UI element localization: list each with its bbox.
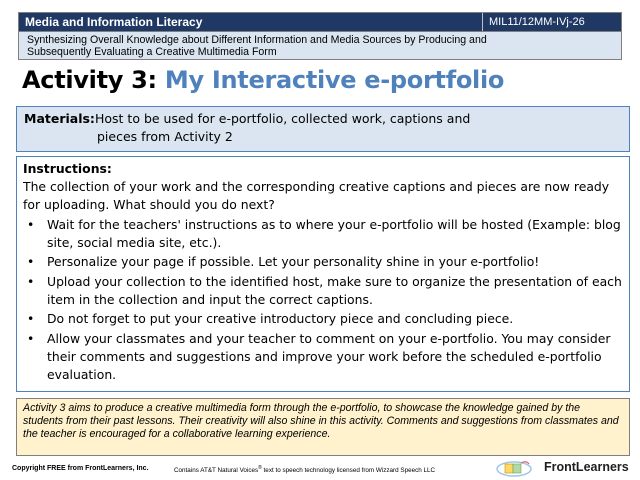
activity-name: My Interactive e-portfolio [164,66,505,94]
activity-title [22,66,504,94]
header-bar [18,12,622,32]
lesson-subtitle [18,32,622,60]
brand-name: FrontLearners [544,460,629,474]
list-item: • Do not forget to put your creative introductory piece and concluding piece. [23,310,623,328]
subtitle-line-2: Subsequently Evaluating a Creative Multimedia Form [27,46,277,58]
activity-note: Activity 3 aims to produce a creative multimedia form through the e-portfolio, to showcase the knowledge gained by the students from their past lessons. Their creativity will also shine in this activity. Comments and suggestions from classmates and the teacher is encouraged for a collaborative learning experience. [16,398,630,456]
voices-notice [174,465,435,474]
subtitle-line-1: Synthesizing Overall Knowledge about Different Information and Media Sources by Producing and [27,34,487,46]
copyright-text: Copyright FREE from FrontLearners, Inc. [12,465,149,472]
competency-code: MIL11/12MM-IVj-26 [482,13,621,31]
instructions-list [23,216,623,384]
list-item: • Wait for the teachers' instructions as to where your e-portfolio will be hosted (Example: blog site, social media site, etc.). [23,216,623,252]
instructions-heading: Instructions: [23,161,112,176]
list-item: • Upload your collection to the identified host, make sure to organize the presentation of each item in the collection and input the correct captions. [23,273,623,309]
activity-number: Activity 3: [22,66,157,94]
frontlearners-logo-icon [494,458,534,478]
voices-suffix: text to speech technology licensed from Wizzard Speech LLC [261,467,436,475]
materials-box [16,106,630,152]
frontlearners-logo [494,458,634,478]
list-item: • Allow your classmates and your teacher to comment on your e-portfolio. You may consider their comments and suggestions and improve your work before the scheduled e-portfolio evaluation. [23,330,623,384]
instructions-intro: The collection of your work and the corresponding creative captions and pieces are now ready for uploading. What should you do next? [23,179,610,212]
course-title: Media and Information Literacy [25,15,203,29]
instructions-box [16,156,630,392]
materials-label: Materials: [24,111,95,126]
voices-prefix: Contains AT&T Natural Voices [174,467,259,475]
list-item: • Personalize your page if possible. Let your personality shine in your e-portfolio! [23,253,623,271]
materials-line-1: Host to be used for e-portfolio, collected work, captions and [95,111,471,126]
materials-line-2: pieces from Activity 2 [97,129,233,144]
registered-mark: ® [258,465,262,471]
